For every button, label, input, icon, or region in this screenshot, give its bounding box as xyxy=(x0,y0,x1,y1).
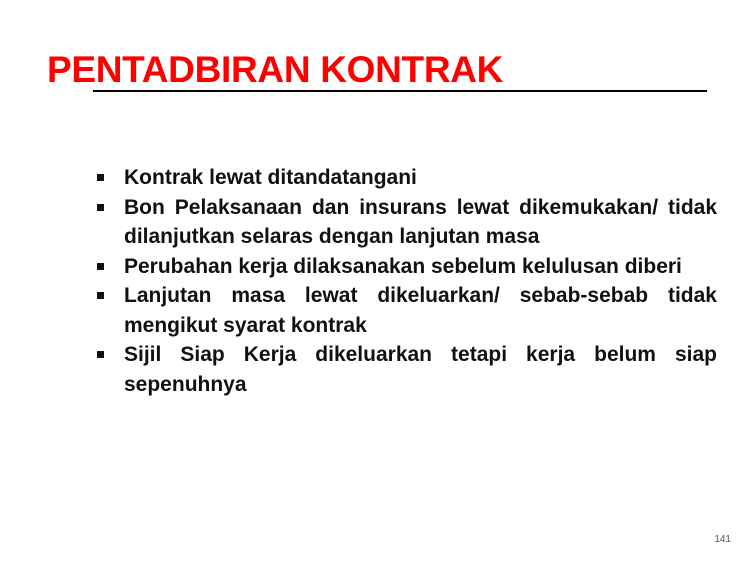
bullet-text: Bon Pelaksanaan dan insurans lewat dikemukakan/ tidak dilanjutkan selaras dengan lanjutan masa xyxy=(124,195,717,248)
bullet-item xyxy=(95,252,717,282)
square-bullet-icon xyxy=(97,204,104,211)
bullet-text: Sijil Siap Kerja dikeluarkan tetapi kerja belum siap sepenuhnya xyxy=(124,343,717,396)
title-underline xyxy=(93,90,707,92)
square-bullet-icon xyxy=(97,263,104,270)
bullet-item xyxy=(95,281,717,340)
bullet-item xyxy=(95,163,717,193)
bullet-list xyxy=(95,163,717,399)
square-bullet-icon xyxy=(97,351,104,358)
bullet-item xyxy=(95,340,717,399)
bullet-text: Kontrak lewat ditandatangani xyxy=(124,166,417,189)
page-number: 141 xyxy=(714,534,731,545)
square-bullet-icon xyxy=(97,174,104,181)
slide-title: PENTADBIRAN KONTRAK xyxy=(47,49,504,90)
square-bullet-icon xyxy=(97,292,104,299)
bullet-item xyxy=(95,193,717,252)
bullet-text: Lanjutan masa lewat dikeluarkan/ sebab-sebab tidak mengikut syarat kontrak xyxy=(124,284,717,337)
bullet-text: Perubahan kerja dilaksanakan sebelum kelulusan diberi xyxy=(124,254,682,278)
